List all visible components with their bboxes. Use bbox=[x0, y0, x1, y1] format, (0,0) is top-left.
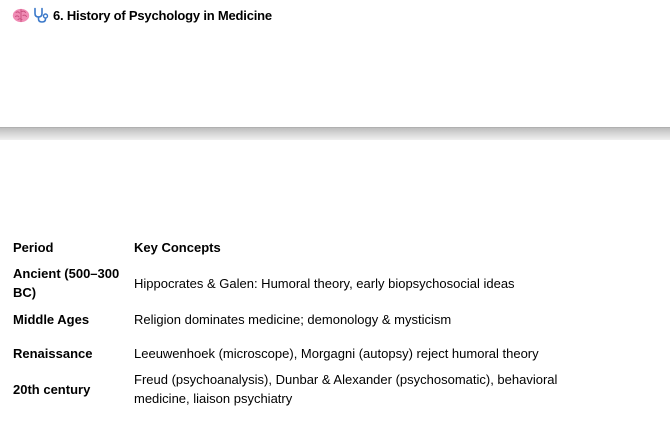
brain-icon bbox=[12, 8, 30, 23]
column-header-key-concepts: Key Concepts bbox=[134, 239, 221, 255]
section-title: 6. History of Psychology in Medicine bbox=[53, 7, 272, 23]
concepts-cell: Hippocrates & Galen: Humoral theory, early biopsychosocial ideas bbox=[134, 275, 515, 291]
table-row bbox=[7, 336, 607, 370]
table-row bbox=[7, 264, 607, 302]
table-row bbox=[7, 302, 607, 336]
concepts-cell: Leeuwenhoek (microscope), Morgagni (autopsy) reject humoral theory bbox=[134, 345, 539, 361]
history-table bbox=[7, 230, 607, 408]
period-cell: 20th century bbox=[13, 381, 91, 397]
period-cell: Ancient (500–300 BC) bbox=[13, 266, 120, 300]
column-header-period: Period bbox=[13, 239, 54, 255]
period-cell: Renaissance bbox=[13, 345, 93, 361]
table-header-row bbox=[7, 230, 607, 264]
section-heading bbox=[12, 6, 272, 24]
table-row bbox=[7, 370, 607, 408]
page-break-divider bbox=[0, 127, 670, 140]
concepts-cell: Freud (psychoanalysis), Dunbar & Alexander (psychosomatic), behavioral medicine, liaison psychiatry bbox=[134, 372, 558, 406]
period-cell: Middle Ages bbox=[13, 311, 90, 327]
stethoscope-icon bbox=[33, 7, 49, 23]
concepts-cell: Religion dominates medicine; demonology & mysticism bbox=[134, 311, 452, 327]
